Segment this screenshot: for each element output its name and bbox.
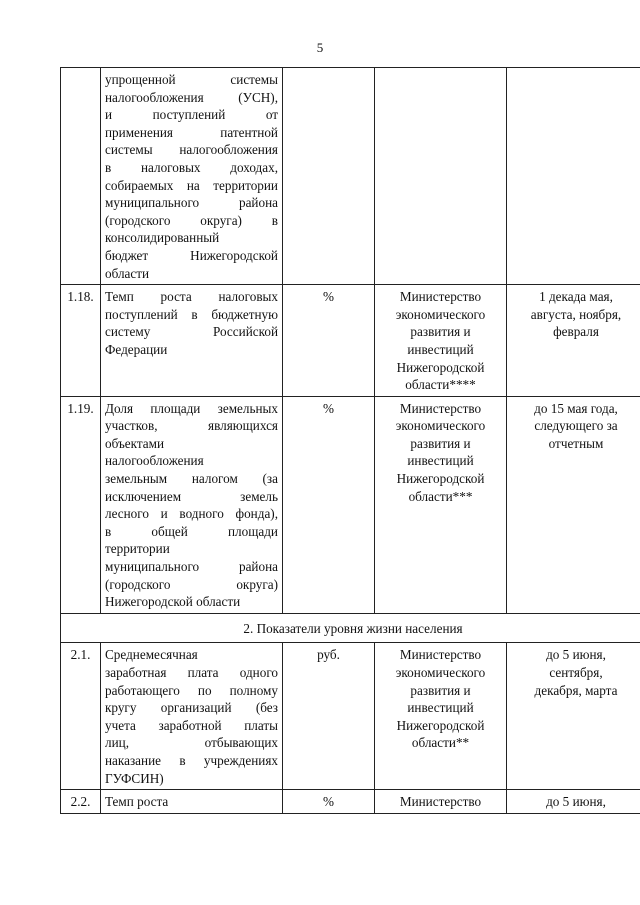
indicator-description-line: Федерации: [105, 341, 168, 357]
submission-deadline-line: февраля: [553, 324, 599, 340]
data-source-line: экономического: [395, 418, 486, 434]
data-source-line: области****: [405, 377, 476, 393]
data-source: [375, 285, 507, 397]
row-number: [61, 68, 101, 285]
unit-of-measure: %: [283, 396, 375, 613]
table-row: [61, 285, 640, 397]
data-source: [375, 68, 507, 285]
indicator-description: [101, 285, 283, 397]
indicator-description-line: системы налогообложения: [105, 142, 278, 158]
data-source-line: инвестиций: [407, 453, 474, 469]
submission-deadline: [507, 643, 640, 790]
data-source-line: Министерство: [399, 794, 482, 810]
submission-deadline-line: декабря, марта: [534, 682, 618, 698]
row-number: 2.1.: [61, 643, 101, 790]
data-source-line: области***: [408, 488, 473, 504]
data-source-line: Министерство: [399, 289, 482, 305]
unit-of-measure: %: [283, 790, 375, 814]
indicator-description-line: собираемых на территории: [105, 177, 278, 193]
indicator-description-line: систему Российской: [105, 324, 278, 340]
indicator-description: [101, 790, 283, 814]
indicator-description-line: бюджет Нижегородской: [105, 247, 278, 263]
submission-deadline-line: до 5 июня,: [546, 647, 606, 663]
indicator-description-line: Темп роста: [105, 794, 169, 810]
data-source-line: экономического: [395, 665, 486, 680]
submission-deadline-line: до 5 июня,: [546, 794, 606, 810]
indicator-description-line: лесного и водного фонда),: [105, 506, 278, 522]
indicator-description-line: в налоговых доходах,: [105, 159, 278, 175]
indicator-description-line: участков, являющихся: [105, 418, 278, 434]
page-number: 5: [316, 40, 324, 55]
section-row: [61, 613, 640, 643]
indicator-description-line: (городского округа): [105, 576, 278, 592]
data-source-line: развития и: [410, 324, 471, 340]
indicator-description-line: поступлений в бюджетную: [105, 306, 278, 322]
data-source-line: Министерство: [399, 400, 482, 416]
table-row: [61, 790, 640, 814]
data-source: [375, 643, 507, 790]
table-row: [61, 68, 640, 285]
indicator-description-line: применения патентной: [105, 124, 278, 140]
indicator-description-line: области: [105, 265, 150, 281]
data-source-line: развития и: [410, 435, 471, 451]
indicator-description-line: консолидированный: [105, 230, 220, 246]
indicator-description-line: территории: [105, 541, 170, 557]
data-source-line: инвестиций: [407, 341, 474, 357]
indicator-description-line: ГУФСИН): [105, 770, 164, 786]
indicator-description-line: Доля площади земельных: [105, 400, 278, 416]
data-source-line: экономического: [395, 306, 486, 322]
submission-deadline-line: отчетным: [548, 435, 604, 451]
indicators-table: [60, 67, 640, 814]
submission-deadline-line: следующего за: [534, 418, 618, 434]
indicator-description-line: налогообложения (УСН),: [105, 89, 278, 105]
data-source-line: инвестиций: [407, 700, 474, 716]
indicator-description: [101, 396, 283, 613]
indicator-description-line: земельным налогом (за: [105, 471, 278, 487]
indicator-description-line: муниципального района: [105, 195, 278, 211]
submission-deadline: [507, 396, 640, 613]
data-source-line: Нижегородской: [396, 471, 485, 487]
submission-deadline-line: до 15 мая года,: [534, 400, 618, 416]
section-title: 2. Показатели уровня жизни населения: [61, 613, 640, 643]
submission-deadline: [507, 790, 640, 814]
indicator-description-line: упрощенной системы: [105, 72, 278, 87]
row-number: 1.19.: [61, 396, 101, 613]
indicator-description-line: лиц, отбывающих: [105, 735, 278, 751]
unit-of-measure: %: [283, 285, 375, 397]
indicator-description-line: Темп роста налоговых: [105, 289, 278, 305]
data-source: [375, 396, 507, 613]
unit-of-measure: руб.: [283, 643, 375, 790]
table-row: [61, 396, 640, 613]
data-source-line: области**: [411, 735, 470, 751]
indicator-description-line: исключением земель: [105, 488, 278, 504]
unit-of-measure: [283, 68, 375, 285]
data-source-line: Нижегородской: [396, 717, 485, 733]
indicator-description-line: Нижегородской области: [105, 594, 241, 610]
indicator-description-line: наказание в учреждениях: [105, 752, 278, 768]
indicator-description-line: муниципального района: [105, 559, 278, 575]
data-source-line: развития и: [410, 682, 471, 698]
indicator-description-line: Среднемесячная: [105, 647, 198, 663]
indicator-description-line: налогообложения: [105, 453, 204, 469]
indicator-description: [101, 68, 283, 285]
submission-deadline-line: сентября,: [549, 665, 603, 680]
indicator-description-line: кругу организаций (без: [105, 700, 278, 716]
data-source: [375, 790, 507, 814]
indicator-description-line: (городского округа) в: [105, 212, 278, 228]
data-source-line: Нижегородской: [396, 359, 485, 375]
indicator-description-line: заработная плата одного: [105, 665, 278, 680]
indicator-description: [101, 643, 283, 790]
submission-deadline: [507, 285, 640, 397]
row-number: 2.2.: [61, 790, 101, 814]
table-row: [61, 643, 640, 790]
submission-deadline-line: 1 декада мая,: [539, 289, 613, 305]
indicator-description-line: объектами: [105, 435, 165, 451]
submission-deadline-line: августа, ноября,: [530, 306, 622, 322]
indicator-description-line: и поступлений от: [105, 107, 278, 123]
submission-deadline: [507, 68, 640, 285]
data-source-line: Министерство: [399, 647, 482, 663]
row-number: 1.18.: [61, 285, 101, 397]
indicator-description-line: учета заработной платы: [105, 717, 278, 733]
indicator-description-line: работающего по полному: [105, 682, 278, 698]
indicator-description-line: в общей площади: [105, 523, 278, 539]
